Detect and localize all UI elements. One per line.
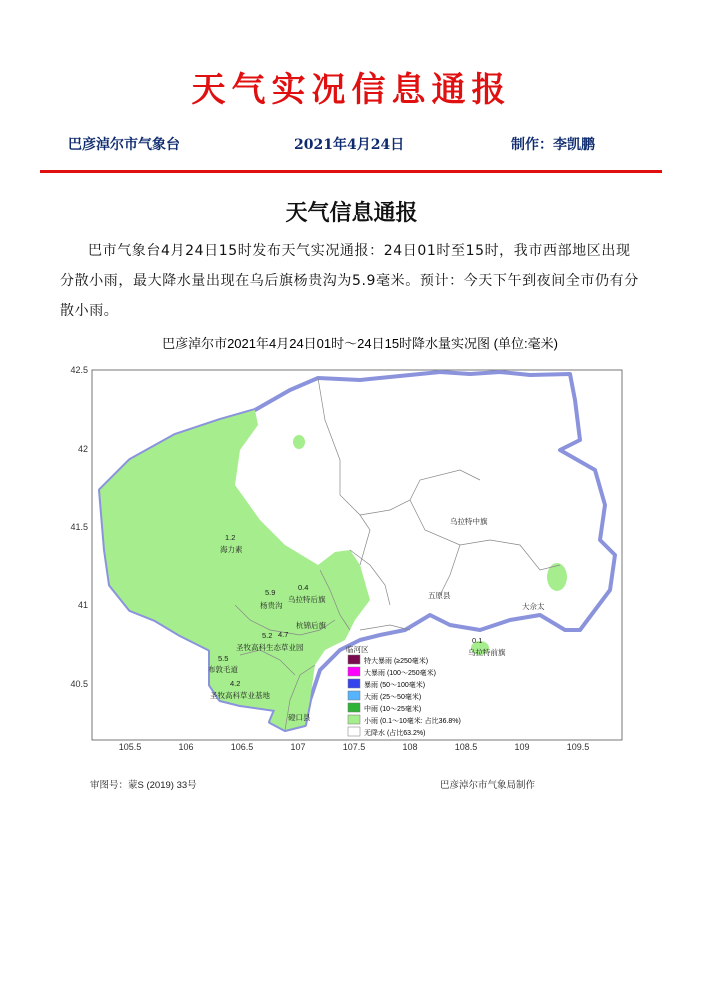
legend-swatch xyxy=(348,667,360,676)
precipitation-map xyxy=(60,330,660,800)
legend-label: 暴雨 (50～100毫米) xyxy=(364,682,426,689)
station-value: 4.7 xyxy=(278,630,289,639)
legend-label: 大雨 (25～50毫米) xyxy=(364,694,422,701)
x-tick: 109 xyxy=(514,742,530,752)
article-title: 天气信息通报 xyxy=(285,201,418,226)
x-tick: 105.5 xyxy=(118,742,142,752)
place-label: 五原县 xyxy=(428,591,451,600)
place-label: 乌拉特后旗 xyxy=(288,595,326,604)
x-tick: 107.5 xyxy=(342,742,366,752)
bulletin-banner: 天气实况信息通报 xyxy=(191,70,512,110)
place-label: 布敦毛道 xyxy=(208,665,238,674)
legend-swatch xyxy=(348,691,360,700)
x-tick: 106 xyxy=(178,742,194,752)
legend-swatch xyxy=(348,727,360,736)
y-tick: 41 xyxy=(77,600,88,610)
legend-swatch xyxy=(348,655,360,664)
issuer-label: 巴彦淖尔市气象台 xyxy=(68,137,180,153)
map-footer-left: 审图号：蒙S (2019) 33号 xyxy=(90,780,197,791)
y-tick: 41.5 xyxy=(70,522,88,532)
legend-label: 特大暴雨 (≥250毫米) xyxy=(364,658,429,665)
light-rain-spot xyxy=(293,435,305,449)
legend-swatch xyxy=(348,679,360,688)
station-value: 0.4 xyxy=(298,583,309,592)
legend-label: 小雨 (0.1～10毫米: 占比36.8%) xyxy=(364,718,461,725)
place-label: 大佘太 xyxy=(522,602,545,611)
station-value: 0.1 xyxy=(472,636,483,645)
place-label: 临河区 xyxy=(346,645,369,654)
map-title: 巴彦淖尔市2021年4月24日01时～24日15时降水量实况图 (单位:毫米) xyxy=(162,336,558,351)
place-label: 海力素 xyxy=(220,545,243,554)
article-body xyxy=(60,236,642,326)
x-tick: 108 xyxy=(402,742,418,752)
author-label: 制作：李凯鹏 xyxy=(511,137,595,153)
legend-label: 无降水 (占比63.2%) xyxy=(364,730,426,737)
x-tick: 108.5 xyxy=(454,742,478,752)
y-tick: 40.5 xyxy=(70,679,88,689)
station-value: 5.5 xyxy=(218,654,229,663)
map-footer-right: 巴彦淖尔市气象局制作 xyxy=(440,780,536,791)
y-tick: 42.5 xyxy=(70,365,88,375)
station-value: 4.2 xyxy=(230,679,241,688)
place-label: 圣牧高科草业基地 xyxy=(210,691,270,700)
place-label: 杭锦后旗 xyxy=(296,621,326,630)
legend-label: 中雨 (10～25毫米) xyxy=(364,706,422,713)
legend-swatch xyxy=(348,715,360,724)
red-divider xyxy=(40,170,662,173)
legend-swatch xyxy=(348,703,360,712)
place-label: 乌拉特前旗 xyxy=(468,648,506,657)
place-label: 乌拉特中旗 xyxy=(450,517,488,526)
y-tick: 42 xyxy=(77,444,88,454)
x-tick: 106.5 xyxy=(230,742,254,752)
legend-label: 大暴雨 (100～250毫米) xyxy=(364,670,436,677)
x-tick: 109.5 xyxy=(566,742,590,752)
station-value: 5.2 xyxy=(262,631,273,640)
place-label: 杨贵沟 xyxy=(260,601,283,610)
date-label: 2021年4月24日 xyxy=(294,137,405,153)
place-label: 磴口县 xyxy=(288,713,311,722)
station-value: 5.9 xyxy=(265,588,276,597)
station-value: 1.2 xyxy=(225,533,236,542)
place-label: 圣牧高科生态草业园 xyxy=(236,643,304,652)
x-tick: 107 xyxy=(290,742,306,752)
article-paragraph: 巴市气象台4月24日15时发布天气实况通报：24日01时至15时，我市西部地区出现分散小雨，最大降水量出现在乌后旗杨贵沟为5.9毫米。预计：今天下午到夜间全市仍有分散小雨。 xyxy=(60,243,639,319)
